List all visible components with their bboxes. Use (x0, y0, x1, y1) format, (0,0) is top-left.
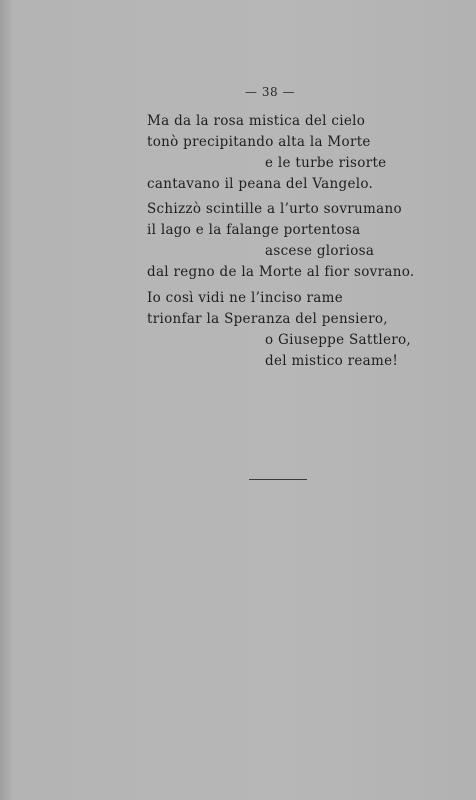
verse-line: Io così vidi ne l’inciso rame (147, 290, 343, 306)
verse-line: Schizzò scintille a l’urto sovrumano (147, 201, 402, 217)
verse-line: del mistico reame! (265, 353, 399, 369)
verse-line: Ma da la rosa mistica del cielo (147, 113, 366, 129)
verse-line: e le turbe risorte (265, 155, 387, 171)
verse-line: cantavano il peana del Vangelo. (147, 176, 374, 192)
verse-line: dal regno de la Morte al fior sovrano. (147, 264, 415, 280)
page-number: — 38 — (245, 85, 295, 99)
verse-line: o Giuseppe Sattlero, (265, 332, 412, 348)
verse-line: ascese gloriosa (265, 243, 375, 259)
end-divider (249, 479, 307, 480)
verse-line: tonò precipitando alta la Morte (147, 134, 371, 150)
verse-line: il lago e la falange portentosa (147, 222, 361, 238)
verse-line: trionfar la Speranza del pensiero, (147, 311, 388, 327)
